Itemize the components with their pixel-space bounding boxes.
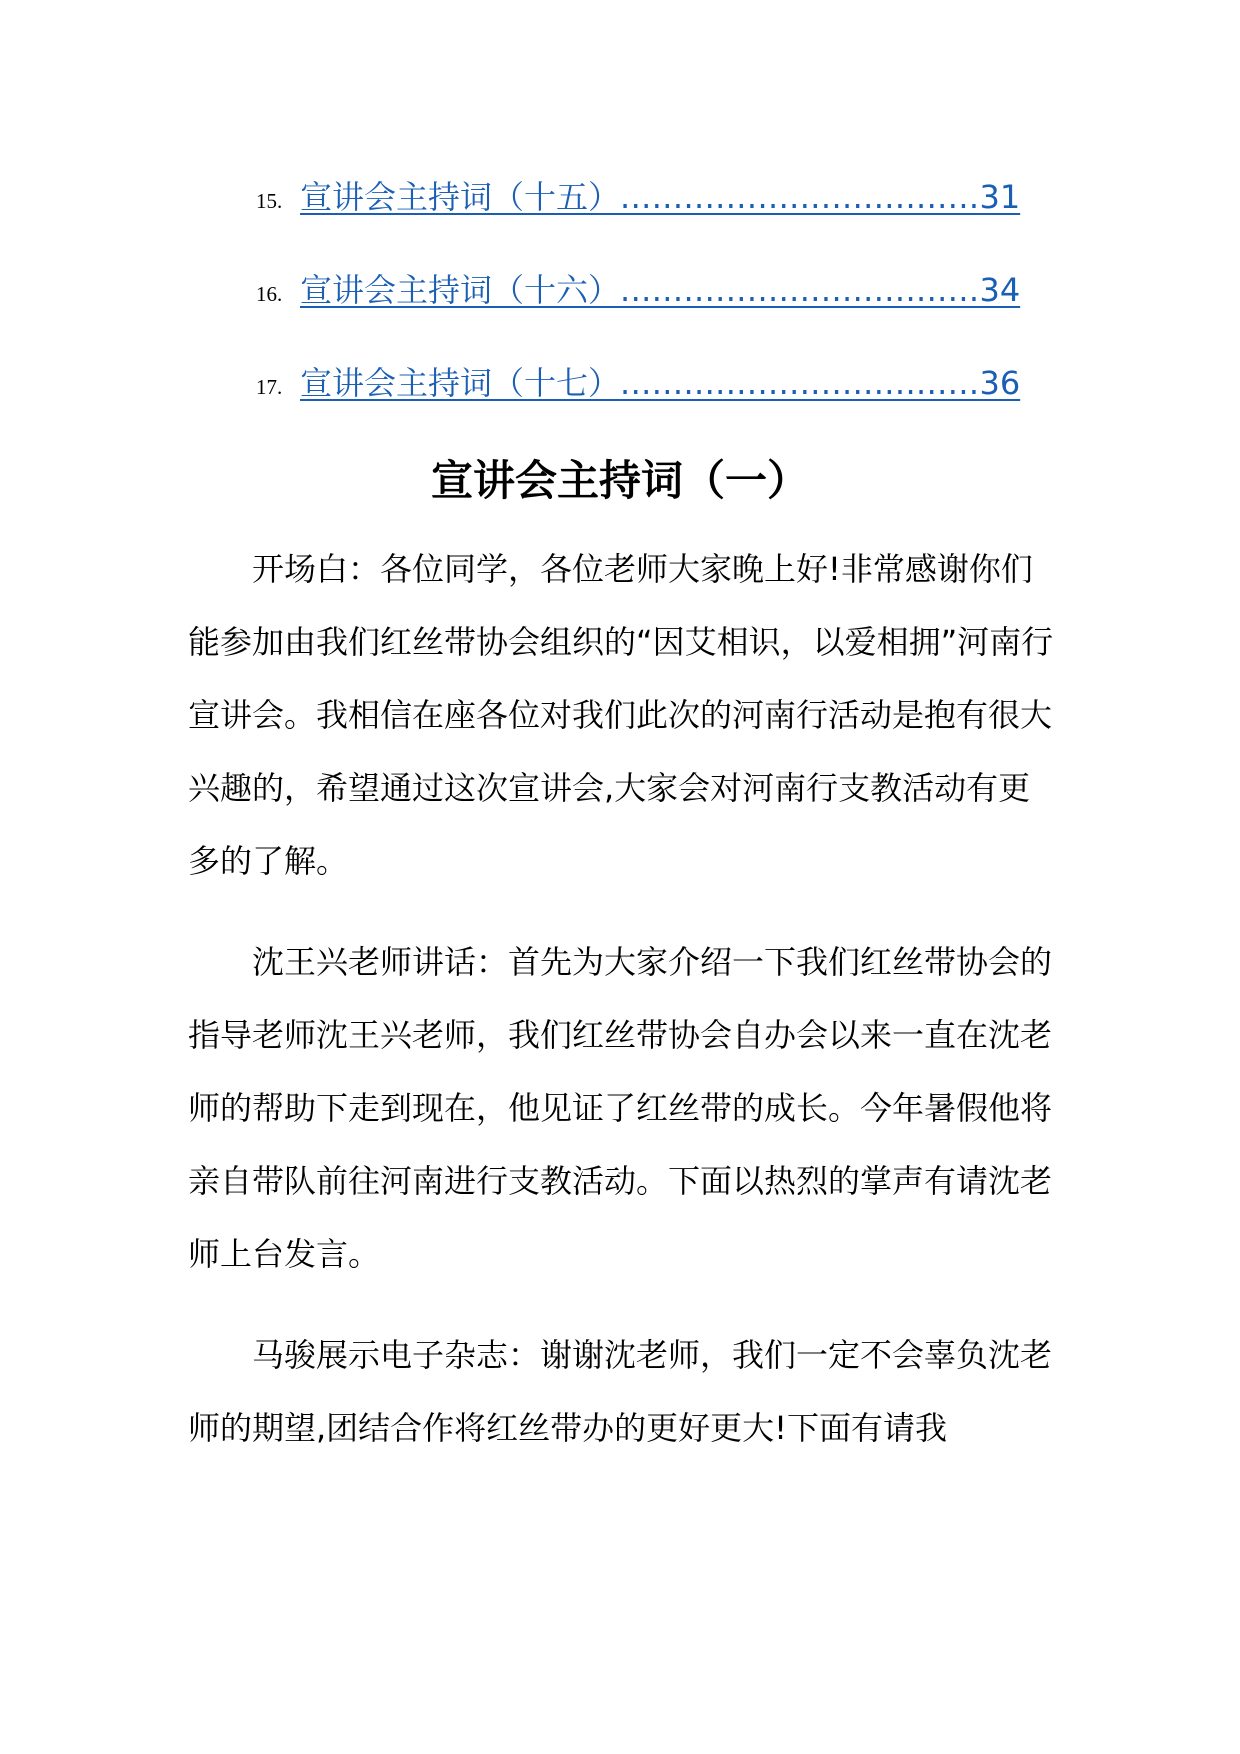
toc-entry-number: 16. — [256, 282, 283, 306]
body-paragraph: 开场白：各位同学，各位老师大家晚上好!非常感谢你们能参加由我们红丝带协会组织的“因艾相识，以爱相拥”河南行宣讲会。我相信在座各位对我们此次的河南行活动是抱有很大兴趣的，希望通过这次宣讲会,大家会对河南行支教活动有更多的了解。 — [188, 550, 1054, 880]
toc-entry-number: 15. — [256, 189, 283, 213]
toc-entry-label: 宣讲会主持词（十五） — [300, 178, 621, 216]
toc-entry-number: 17. — [256, 375, 283, 399]
toc-entry — [256, 265, 1056, 358]
body-paragraph: 马骏展示电子杂志：谢谢沈老师，我们一定不会辜负沈老师的期望,团结合作将红丝带办的更好更大!下面有请我 — [188, 1336, 1053, 1447]
toc-entry-page: 31 — [979, 178, 1021, 216]
toc-entry-label: 宣讲会主持词（十六） — [300, 271, 621, 309]
table-of-contents — [256, 172, 1056, 451]
toc-entry-leader: .................................. — [620, 178, 980, 216]
body-paragraph: 沈王兴老师讲话：首先为大家介绍一下我们红丝带协会的指导老师沈王兴老师，我们红丝带协会自办会以来一直在沈老师的帮助下走到现在，他见证了红丝带的成长。今年暑假他将亲自带队前往河南进行支教活动。下面以热烈的掌声有请沈老师上台发言。 — [188, 943, 1053, 1273]
toc-entry-link[interactable] — [300, 358, 1020, 404]
toc-entry-leader: .................................. — [620, 271, 980, 309]
toc-entry-link[interactable] — [300, 265, 1020, 311]
toc-entry-label: 宣讲会主持词（十七） — [300, 364, 621, 402]
toc-entry — [256, 172, 1056, 265]
toc-entry-leader: .................................. — [620, 364, 980, 402]
toc-entry-page: 36 — [979, 364, 1021, 402]
toc-entry-link[interactable] — [300, 172, 1020, 218]
toc-entry — [256, 358, 1056, 451]
section-heading: 宣讲会主持词（一） — [430, 456, 809, 505]
toc-entry-page: 34 — [979, 271, 1021, 309]
